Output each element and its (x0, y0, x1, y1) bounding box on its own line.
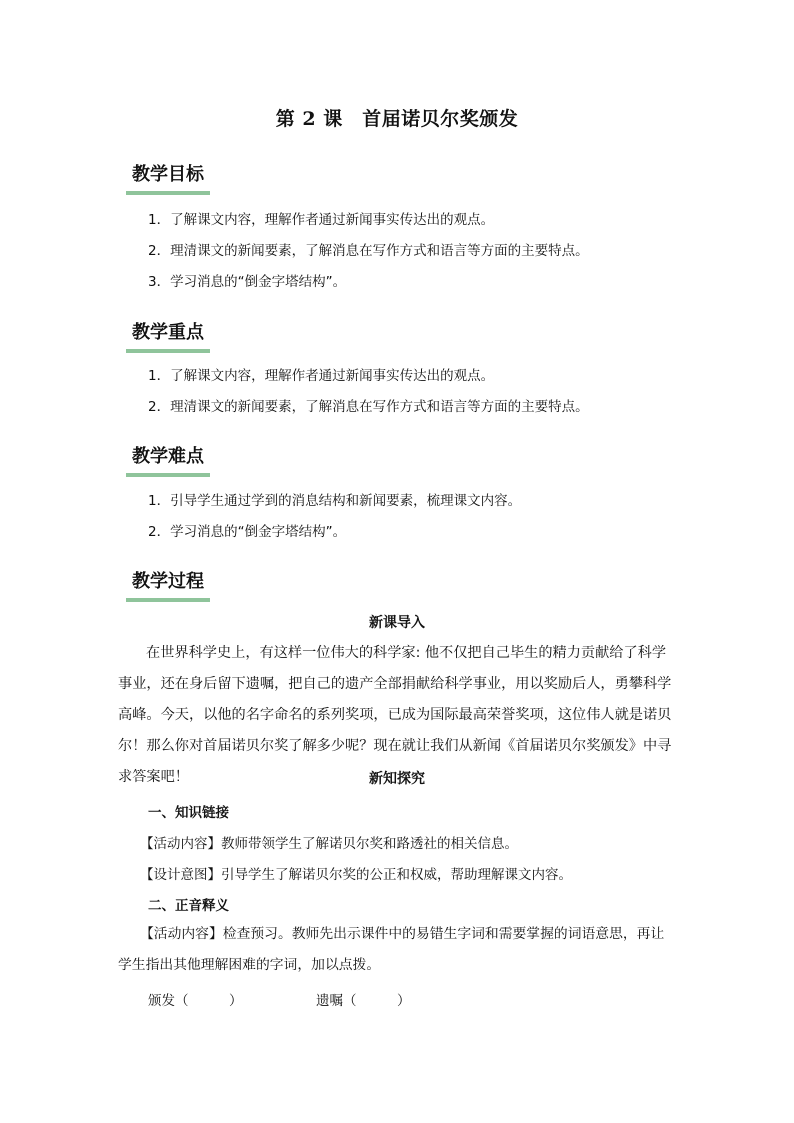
key-point-item: 2．理清课文的新闻要素，了解消息在写作方式和语言等方面的主要特点。 (148, 399, 589, 415)
part1-activity: 【活动内容】教师带领学生了解诺贝尔奖和路透社的相关信息。 (140, 836, 518, 852)
lesson-title: 第 2 课 首届诺贝尔奖颁发 (275, 108, 519, 130)
section-heading-difficulties: 教学难点 (126, 442, 210, 477)
explore-heading: 新知探究 (369, 771, 425, 787)
section-heading-goals: 教学目标 (126, 160, 210, 195)
goal-item: 1．了解课文内容，理解作者通过新闻事实传达出的观点。 (148, 212, 495, 228)
goal-item: 2．理清课文的新闻要素，了解消息在写作方式和语言等方面的主要特点。 (148, 243, 589, 259)
difficulty-item: 2．学习消息的“倒金字塔结构”。 (148, 524, 347, 540)
part1-heading: 一、知识链接 (148, 805, 229, 821)
intro-heading: 新课导入 (369, 615, 425, 631)
intro-paragraph: 在世界科学史上，有这样一位伟大的科学家: 他不仅把自己毕生的精力贡献给了科学事业，还在身后留下遗嘱，把自己的遗产全部捐献给科学事业，用以奖励后人，勇攀科学高峰。今天，以他的名字命名的系列奖项，已成为国际最高荣誉奖项，这位伟人就是诺贝尔！那么你对首届诺贝尔奖了解多少呢？现在就让我们从新闻《首届诺贝尔奖颁发》中寻求答案吧！ (118, 645, 672, 785)
section-heading-process: 教学过程 (126, 567, 210, 602)
vocab-blank: 颁发（ ） (148, 993, 243, 1009)
difficulty-item: 1．引导学生通过学到的消息结构和新闻要素，梳理课文内容。 (148, 493, 522, 509)
part2-activity: 【活动内容】检查预习。教师先出示课件中的易错生字词和需要掌握的词语意思，再让学生指出其他理解困难的字词，加以点拨。 (118, 926, 665, 973)
goal-item: 3．学习消息的“倒金字塔结构”。 (148, 274, 347, 290)
part2-heading: 二、正音释义 (148, 898, 229, 914)
vocab-blank: 遗嘱（ ） (316, 993, 411, 1009)
key-point-item: 1．了解课文内容，理解作者通过新闻事实传达出的观点。 (148, 368, 495, 384)
part1-design: 【设计意图】引导学生了解诺贝尔奖的公正和权威，帮助理解课文内容。 (140, 867, 572, 883)
section-heading-key-points: 教学重点 (126, 318, 210, 353)
